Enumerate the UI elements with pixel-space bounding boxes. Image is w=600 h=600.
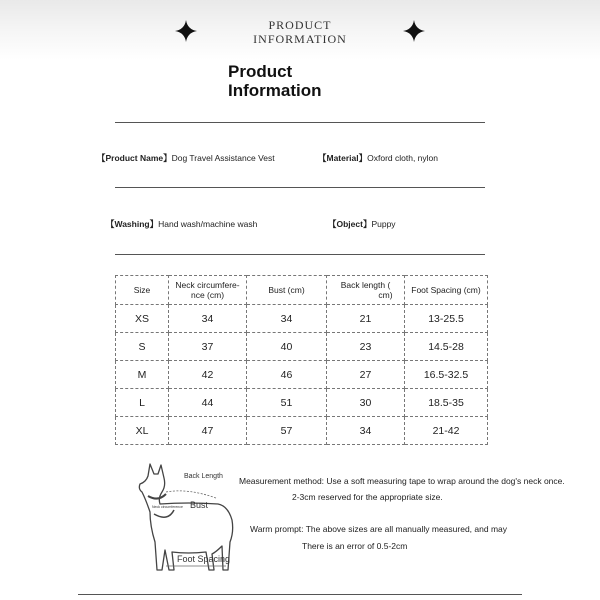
- table-cell: 47: [169, 417, 247, 445]
- material-label: 【Material】: [318, 153, 368, 163]
- table-cell: 23: [327, 333, 405, 361]
- table-cell: 13-25.5: [405, 305, 488, 333]
- table-row: [116, 417, 488, 445]
- material-value: Oxford cloth, nylon: [367, 153, 438, 163]
- table-cell: XS: [116, 305, 169, 333]
- divider: [115, 187, 485, 188]
- divider: [115, 122, 485, 123]
- table-cell: 44: [169, 389, 247, 417]
- table-cell: 34: [327, 417, 405, 445]
- table-cell: 16.5-32.5: [405, 361, 488, 389]
- table-cell: 37: [169, 333, 247, 361]
- page-title-line-2: Information: [228, 81, 322, 100]
- sparkle-icon: [175, 20, 197, 42]
- table-row: [116, 305, 488, 333]
- column-header: Back length ( cm): [327, 276, 405, 305]
- bust-line: [154, 510, 174, 517]
- table-cell: 14.5-28: [405, 333, 488, 361]
- material-field: [318, 152, 438, 164]
- object-label: 【Object】: [328, 219, 372, 229]
- measurement-method-line-1: Measurement method: Use a soft measuring tape to wrap around the dog's neck once.: [239, 476, 565, 486]
- washing-field: [106, 218, 257, 230]
- table-cell: 40: [247, 333, 327, 361]
- table-cell: 42: [169, 361, 247, 389]
- table-cell: 18.5-35: [405, 389, 488, 417]
- table-cell: S: [116, 333, 169, 361]
- table-cell: 27: [327, 361, 405, 389]
- table-cell: L: [116, 389, 169, 417]
- back-length-line: [166, 491, 216, 498]
- header-line-1: PRODUCT: [268, 18, 332, 32]
- page-title: [228, 62, 322, 100]
- foot-spacing-label: Foot Spacing: [177, 554, 231, 564]
- object-value: Puppy: [371, 219, 396, 229]
- table-row: [116, 361, 488, 389]
- sparkle-icon: [403, 20, 425, 42]
- table-cell: 30: [327, 389, 405, 417]
- warm-prompt-line-1: Warm prompt: The above sizes are all manually measured, and may: [250, 524, 508, 534]
- page-title-line-1: Product: [228, 62, 293, 81]
- table-cell: 21: [327, 305, 405, 333]
- table-cell: 34: [247, 305, 327, 333]
- product-name-label: 【Product Name】: [97, 153, 172, 163]
- table-cell: 46: [247, 361, 327, 389]
- product-name-value: Dog Travel Assistance Vest: [171, 153, 275, 163]
- table-cell: XL: [116, 417, 169, 445]
- table-cell: 51: [247, 389, 327, 417]
- product-name-field: [97, 152, 275, 164]
- back-length-label: Back Length: [184, 473, 223, 480]
- column-header: Neck circumfere- nce (cm): [169, 276, 247, 305]
- table-header-row: [116, 276, 488, 305]
- divider: [78, 594, 522, 595]
- neck-line: [148, 494, 166, 499]
- object-field: [328, 218, 396, 230]
- measurement-method-line-2: 2-3cm reserved for the appropriate size.: [292, 492, 443, 502]
- table-cell: 34: [169, 305, 247, 333]
- table-cell: 21-42: [405, 417, 488, 445]
- washing-label: 【Washing】: [106, 219, 159, 229]
- header-title: [220, 18, 380, 46]
- neck-circumference-label: Neck circumference: [152, 505, 183, 509]
- size-table: [115, 275, 488, 445]
- column-header: Foot Spacing (cm): [405, 276, 488, 305]
- column-header: Size: [116, 276, 169, 305]
- header-line-2: INFORMATION: [253, 32, 347, 46]
- table-row: [116, 333, 488, 361]
- column-header: Bust (cm): [247, 276, 327, 305]
- table-cell: 57: [247, 417, 327, 445]
- table-cell: M: [116, 361, 169, 389]
- washing-value: Hand wash/machine wash: [158, 219, 258, 229]
- warm-prompt-line-2: There is an error of 0.5-2cm: [302, 541, 408, 551]
- divider: [115, 254, 485, 255]
- table-row: [116, 389, 488, 417]
- bust-label: Bust: [190, 500, 209, 510]
